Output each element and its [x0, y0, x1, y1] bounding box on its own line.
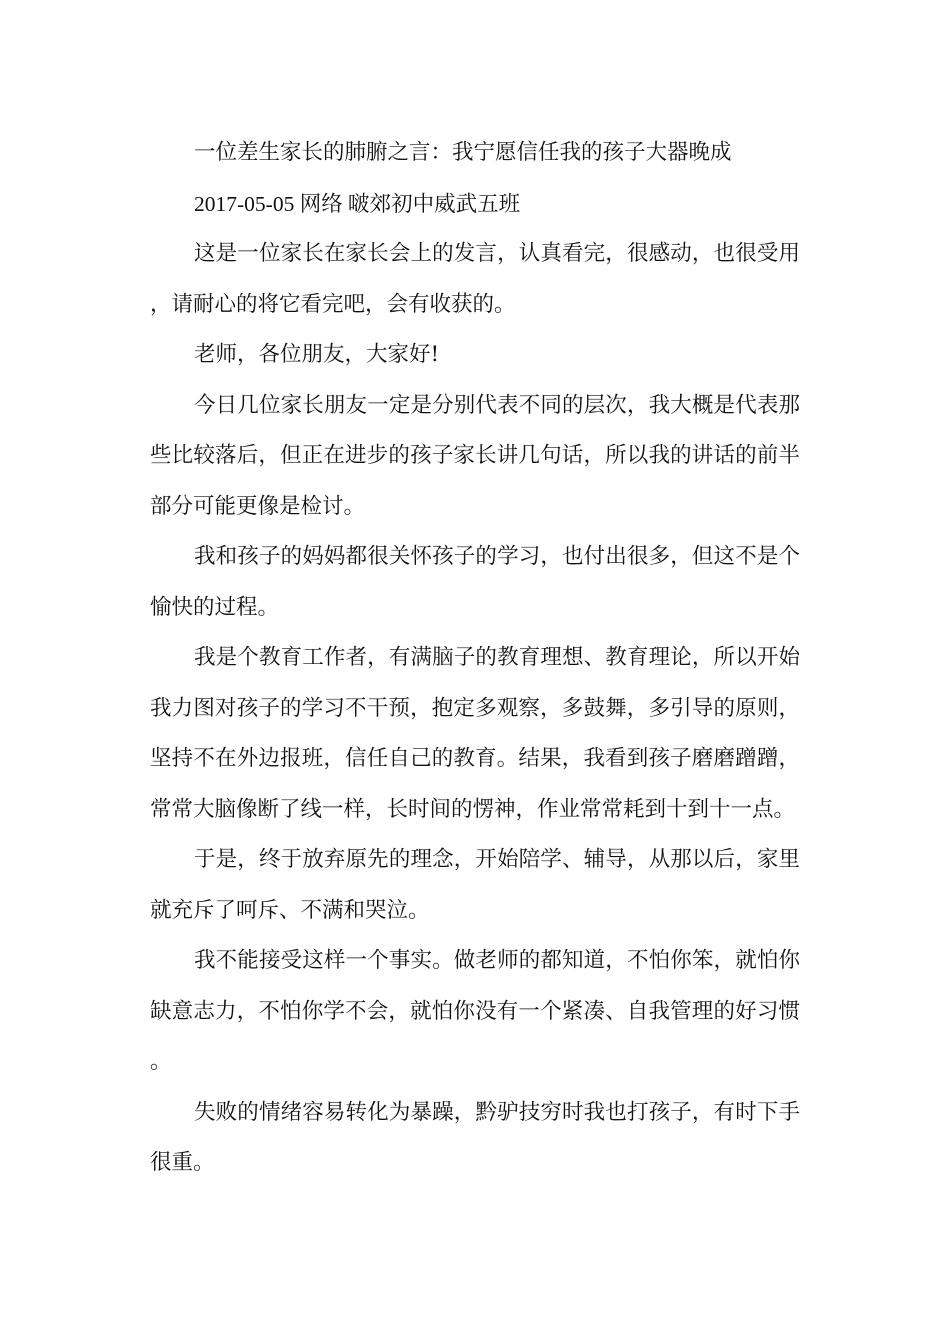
paragraph-4: 我和孩子的妈妈都很关怀孩子的学习，也付出很多，但这不是个愉快的过程。	[150, 544, 800, 620]
paragraph-1: 这是一位家长在家长会上的发言，认真看完，很感动，也很受用，请耐心的将它看完吧，会有收获的。	[150, 241, 800, 317]
paragraph-3: 今日几位家长朋友一定是分别代表不同的层次，我大概是代表那些比较落后，但正在进步的孩子家长讲几句话，所以我的讲话的前半部分可能更像是检讨。	[150, 392, 800, 519]
document-body	[150, 128, 800, 1189]
paragraph-8: 失败的情绪容易转化为暴躁，黔驴技穷时我也打孩子，有时下手很重。	[150, 1099, 800, 1175]
paragraph-6: 于是，终于放弃原先的理念，开始陪学、辅导，从那以后，家里就充斥了呵斥、不满和哭泣。	[150, 847, 800, 923]
paragraph-5: 我是个教育工作者，有满脑子的教育理想、教育理论，所以开始我力图对孩子的学习不干预，抱定多观察，多鼓舞，多引导的原则，坚持不在外边报班，信任自己的教育。结果，我看到孩子磨磨蹭蹭，常常大脑像断了线一样，长时间的愣神，作业常常耗到十到十一点。	[150, 645, 800, 822]
paragraph-2: 老师，各位朋友，大家好!	[194, 342, 440, 367]
document-meta: 2017-05-05 网络 啵郊初中威武五班	[194, 191, 521, 216]
document-title: 一位差生家长的肺腑之言：我宁愿信任我的孩子大器晚成	[194, 140, 732, 165]
paragraph-7: 我不能接受这样一个事实。做老师的都知道，不怕你笨，就怕你缺意志力，不怕你学不会，就怕你没有一个紧凑、自我管理的好习惯。	[150, 948, 800, 1074]
